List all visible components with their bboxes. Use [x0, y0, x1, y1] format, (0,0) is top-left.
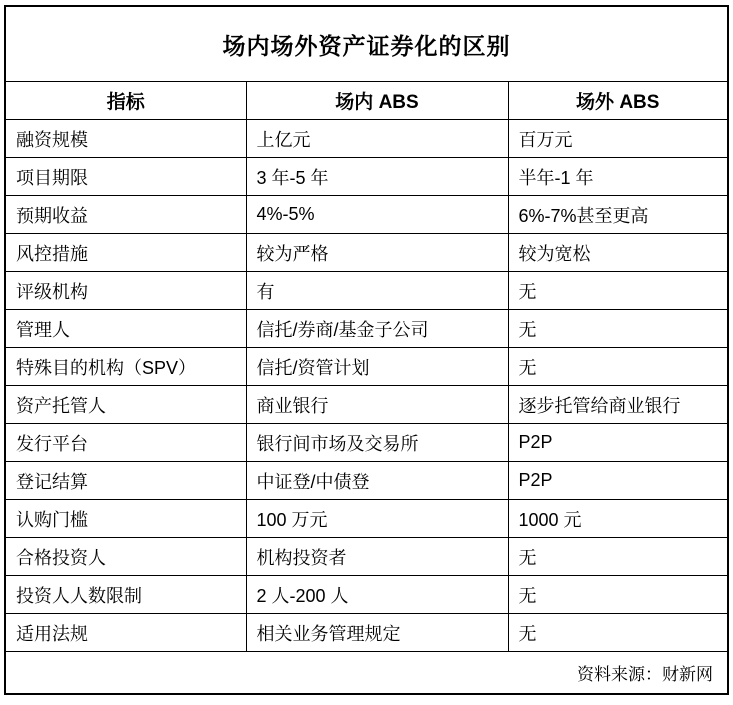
row-offexchange-cell: 1000 元	[508, 500, 727, 538]
row-offexchange-cell: P2P	[508, 424, 727, 462]
table-header-row	[6, 82, 727, 120]
table-row	[6, 386, 727, 424]
row-onexchange-cell: 信托/资管计划	[246, 348, 508, 386]
row-indicator-cell: 合格投资人	[6, 538, 246, 576]
row-offexchange-cell: 无	[508, 614, 727, 652]
row-onexchange-cell: 较为严格	[246, 234, 508, 272]
row-offexchange-cell: P2P	[508, 462, 727, 500]
column-header-offexchange-abs: 场外 ABS	[508, 82, 727, 120]
row-indicator-cell: 资产托管人	[6, 386, 246, 424]
row-onexchange-cell: 4%-5%	[246, 196, 508, 234]
column-header-onexchange-abs: 场内 ABS	[246, 82, 508, 120]
row-onexchange-cell: 银行间市场及交易所	[246, 424, 508, 462]
row-offexchange-cell: 逐步托管给商业银行	[508, 386, 727, 424]
table-row	[6, 614, 727, 652]
row-offexchange-cell: 无	[508, 272, 727, 310]
comparison-table	[6, 82, 727, 652]
table-row	[6, 576, 727, 614]
table-row	[6, 462, 727, 500]
source-note: 资料来源：财新网	[577, 665, 713, 684]
table-row	[6, 538, 727, 576]
row-onexchange-cell: 机构投资者	[246, 538, 508, 576]
row-offexchange-cell: 无	[508, 348, 727, 386]
row-offexchange-cell: 较为宽松	[508, 234, 727, 272]
table-row	[6, 310, 727, 348]
row-onexchange-cell: 100 万元	[246, 500, 508, 538]
table-row	[6, 500, 727, 538]
row-indicator-cell: 投资人人数限制	[6, 576, 246, 614]
row-offexchange-cell: 无	[508, 310, 727, 348]
row-indicator-cell: 项目期限	[6, 158, 246, 196]
row-indicator-cell: 风控措施	[6, 234, 246, 272]
row-onexchange-cell: 商业银行	[246, 386, 508, 424]
comparison-table-frame	[4, 5, 729, 695]
row-indicator-cell: 特殊目的机构（SPV）	[6, 348, 246, 386]
row-indicator-cell: 预期收益	[6, 196, 246, 234]
table-row	[6, 120, 727, 158]
row-offexchange-cell: 百万元	[508, 120, 727, 158]
row-offexchange-cell: 半年-1 年	[508, 158, 727, 196]
table-row	[6, 272, 727, 310]
row-offexchange-cell: 无	[508, 576, 727, 614]
row-offexchange-cell: 6%-7%甚至更高	[508, 196, 727, 234]
row-indicator-cell: 管理人	[6, 310, 246, 348]
table-row	[6, 196, 727, 234]
row-offexchange-cell: 无	[508, 538, 727, 576]
row-onexchange-cell: 3 年-5 年	[246, 158, 508, 196]
row-indicator-cell: 认购门槛	[6, 500, 246, 538]
column-header-indicator: 指标	[6, 82, 246, 120]
table-title: 场内场外资产证券化的区别	[6, 7, 727, 82]
row-indicator-cell: 发行平台	[6, 424, 246, 462]
table-body	[6, 120, 727, 652]
table-row	[6, 424, 727, 462]
row-onexchange-cell: 中证登/中债登	[246, 462, 508, 500]
row-onexchange-cell: 信托/券商/基金子公司	[246, 310, 508, 348]
row-indicator-cell: 评级机构	[6, 272, 246, 310]
row-indicator-cell: 登记结算	[6, 462, 246, 500]
table-row	[6, 234, 727, 272]
row-onexchange-cell: 上亿元	[246, 120, 508, 158]
row-indicator-cell: 适用法规	[6, 614, 246, 652]
row-onexchange-cell: 2 人-200 人	[246, 576, 508, 614]
table-row	[6, 158, 727, 196]
row-indicator-cell: 融资规模	[6, 120, 246, 158]
row-onexchange-cell: 相关业务管理规定	[246, 614, 508, 652]
row-onexchange-cell: 有	[246, 272, 508, 310]
table-row	[6, 348, 727, 386]
